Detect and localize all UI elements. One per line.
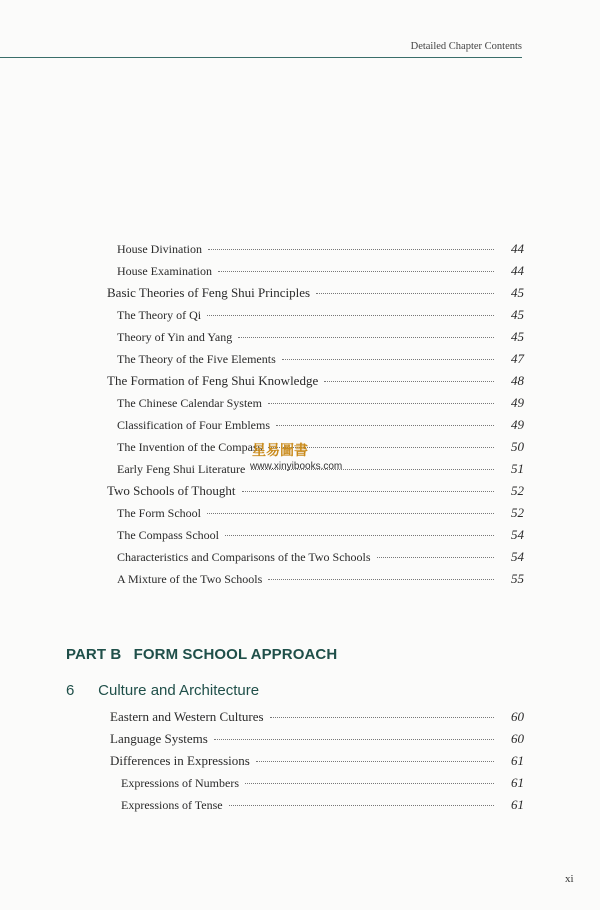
toc-entry-page: 52: [511, 483, 524, 498]
chapter-title: Culture and Architecture: [98, 682, 260, 699]
watermark-url: www.xinyibooks.com: [250, 461, 343, 472]
toc-entry-page: 45: [511, 285, 524, 300]
toc-entry: [117, 549, 524, 569]
toc-entry: [117, 417, 524, 437]
toc-entry-title: The Form School: [117, 506, 201, 520]
toc-entry: [121, 797, 524, 817]
toc-entry-title: The Formation of Feng Shui Knowledge: [107, 373, 319, 388]
running-head: Detailed Chapter Contents: [410, 41, 522, 52]
toc-entry-page: 44: [511, 263, 524, 278]
toc-entry-title: Two Schools of Thought: [107, 483, 236, 498]
toc-entry: [117, 571, 524, 591]
dot-leader: [238, 337, 494, 338]
toc-entry-page: 51: [511, 461, 524, 476]
dot-leader: [208, 249, 494, 250]
toc-entry-page: 60: [511, 709, 524, 724]
toc-entry: [110, 731, 524, 751]
toc-entry-title: The Theory of the Five Elements: [117, 352, 276, 366]
toc-entry: [110, 709, 524, 729]
toc-entry-page: 61: [511, 797, 524, 812]
toc-entry-title: Eastern and Western Cultures: [110, 709, 264, 724]
part-heading: [66, 646, 337, 663]
toc-entry-page: 54: [511, 527, 524, 542]
toc-entry-title: Language Systems: [110, 731, 208, 746]
toc-entry-title: The Chinese Calendar System: [117, 396, 262, 410]
toc-entry-title: The Theory of Qi: [117, 308, 202, 322]
toc-entry: [121, 775, 524, 795]
toc-entry-page: 50: [511, 439, 524, 454]
dot-leader: [282, 359, 494, 360]
toc-entry: [117, 329, 524, 349]
toc-entry-page: 45: [511, 307, 524, 322]
toc-entry-title: Expressions of Tense: [121, 798, 223, 812]
toc-entry: [117, 505, 524, 525]
toc-entry: [110, 753, 524, 773]
watermark-logo: 星易圖書: [252, 443, 308, 459]
toc-entry-page: 54: [511, 549, 524, 564]
part-title: FORM SCHOOL APPROACH: [133, 646, 338, 663]
toc-entry-title: House Examination: [117, 264, 212, 278]
part-label: PART B: [66, 646, 122, 663]
toc-entry: [117, 439, 524, 459]
toc-entry-title: Differences in Expressions: [110, 753, 250, 768]
toc-entry-page: 61: [511, 753, 524, 768]
dot-leader: [268, 579, 494, 580]
toc-entry-title: Basic Theories of Feng Shui Principles: [107, 285, 311, 300]
dot-leader: [229, 805, 494, 806]
toc-entry: [117, 395, 524, 415]
toc-entry-title: Characteristics and Comparisons of the Two Schools: [117, 550, 371, 564]
dot-leader: [245, 783, 494, 784]
toc-entry: [117, 307, 524, 327]
dot-leader: [316, 293, 494, 294]
toc-entry: [117, 351, 524, 371]
header-rule: [0, 57, 522, 58]
dot-leader: [324, 381, 494, 382]
toc-entry-title: Theory of Yin and Yang: [117, 330, 233, 344]
toc-entry-title: The Invention of the Compass: [117, 440, 263, 454]
toc-entry-title: Early Feng Shui Literature: [117, 462, 246, 476]
toc-entry: [117, 241, 524, 261]
toc-entry-page: 49: [511, 417, 524, 432]
toc-entry-page: 44: [511, 241, 524, 256]
dot-leader: [218, 271, 494, 272]
toc-entry-page: 55: [511, 571, 524, 586]
toc-entry-page: 61: [511, 775, 524, 790]
toc-entry-title: House Divination: [117, 242, 202, 256]
dot-leader: [377, 557, 494, 558]
dot-leader: [276, 425, 494, 426]
chapter-number: 6: [66, 682, 75, 699]
dot-leader: [207, 513, 494, 514]
chapter-heading: [66, 682, 259, 699]
toc-entry: [107, 373, 524, 393]
dot-leader: [214, 739, 494, 740]
toc-entry: [107, 285, 524, 305]
toc-entry: [107, 483, 524, 503]
dot-leader: [270, 717, 494, 718]
dot-leader: [242, 491, 495, 492]
dot-leader: [268, 403, 494, 404]
page-number: xi: [565, 873, 574, 885]
toc-entry-title: Classification of Four Emblems: [117, 418, 270, 432]
dot-leader: [225, 535, 494, 536]
toc-entry: [117, 263, 524, 283]
dot-leader: [207, 315, 494, 316]
toc-entry-page: 45: [511, 329, 524, 344]
toc-entry-title: The Compass School: [117, 528, 219, 542]
toc-entry-title: Expressions of Numbers: [121, 776, 239, 790]
dot-leader: [256, 761, 494, 762]
toc-entry-page: 60: [511, 731, 524, 746]
toc-entry-page: 48: [511, 373, 524, 388]
toc-entry-page: 47: [511, 351, 524, 366]
toc-entry: [117, 527, 524, 547]
toc-entry-title: A Mixture of the Two Schools: [117, 572, 263, 586]
toc-entry-page: 52: [511, 505, 524, 520]
toc-entry-page: 49: [511, 395, 524, 410]
